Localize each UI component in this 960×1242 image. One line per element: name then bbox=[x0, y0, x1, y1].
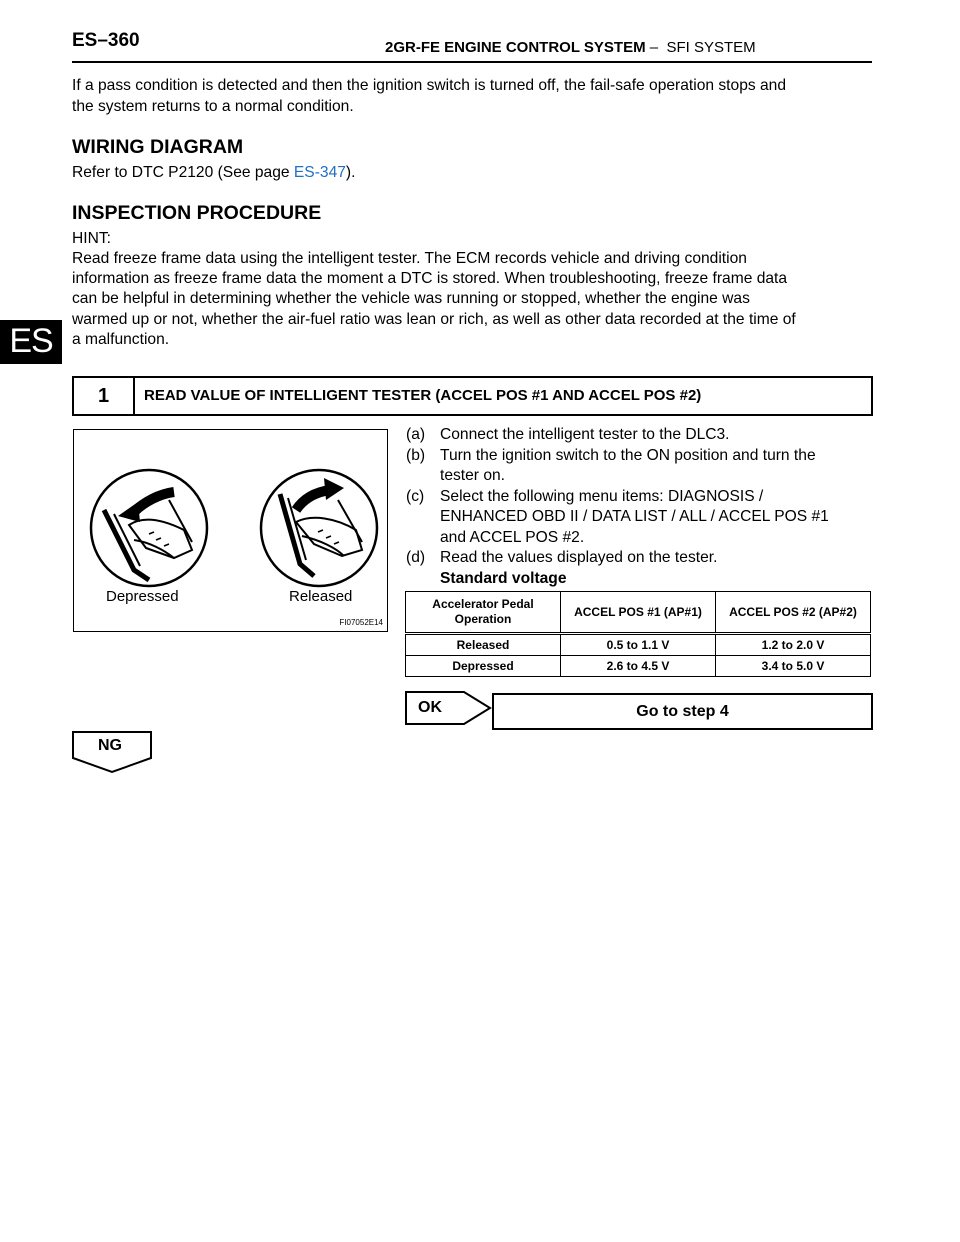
instruction-c-letter: (c) bbox=[406, 488, 425, 505]
instruction-c-text-3: and ACCEL POS #2. bbox=[440, 529, 585, 546]
instruction-b-text-2: tester on. bbox=[440, 467, 506, 484]
table-header-row bbox=[406, 592, 871, 634]
depressed-pedal-drawing bbox=[91, 470, 207, 586]
inspection-line-5: a malfunction. bbox=[72, 331, 170, 348]
section-tab bbox=[0, 320, 62, 364]
ng-label: NG bbox=[98, 737, 122, 754]
inspection-line-1: Read freeze frame data using the intelligent tester. The ECM records vehicle and driving condition bbox=[72, 250, 747, 267]
table-cell: 1.2 to 2.0 V bbox=[716, 634, 871, 656]
header-rule bbox=[72, 61, 872, 63]
hint-label: HINT: bbox=[72, 230, 111, 247]
pedal-figure bbox=[73, 429, 388, 632]
instruction-d-letter: (d) bbox=[406, 549, 426, 566]
table-header-operation bbox=[406, 592, 561, 634]
instruction-b-text-1: Turn the ignition switch to the ON position and turn the bbox=[440, 447, 816, 464]
inspection-line-2: information as freeze frame data the moment a DTC is stored. When troubleshooting, freeze frame data bbox=[72, 270, 788, 287]
table-row bbox=[406, 634, 871, 656]
table-header-ap2: ACCEL POS #2 (AP#2) bbox=[716, 592, 871, 634]
step-number: 1 bbox=[74, 378, 135, 414]
table-cell: Depressed bbox=[406, 656, 561, 677]
page-code: ES–360 bbox=[72, 30, 140, 51]
instruction-a-text: Connect the intelligent tester to the DLC3. bbox=[440, 426, 730, 443]
instruction-a bbox=[406, 425, 730, 445]
header-title bbox=[385, 39, 756, 56]
section-tab-label: ES bbox=[9, 322, 53, 360]
table-cell: 3.4 to 5.0 V bbox=[716, 656, 871, 677]
standard-voltage-table bbox=[405, 591, 871, 677]
go-to-step-4-box[interactable]: Go to step 4 bbox=[492, 693, 873, 730]
wiring-text-after: ). bbox=[345, 164, 356, 181]
figure-code: FI07052E14 bbox=[339, 618, 383, 627]
table-row bbox=[406, 656, 871, 677]
figure-label-depressed: Depressed bbox=[106, 588, 179, 605]
header-title-system: 2GR-FE ENGINE CONTROL SYSTEM bbox=[385, 39, 646, 56]
instruction-d bbox=[406, 548, 717, 568]
instruction-d-text: Read the values displayed on the tester. bbox=[440, 549, 718, 566]
header-title-subsystem: – SFI SYSTEM bbox=[645, 39, 756, 56]
wiring-page-link[interactable]: ES-347 bbox=[293, 164, 346, 181]
inspection-line-3: can be helpful in determining whether the vehicle was running or stopped, whether the engine was bbox=[72, 290, 750, 307]
standard-voltage-label: Standard voltage bbox=[440, 570, 567, 587]
table-header-ap1: ACCEL POS #1 (AP#1) bbox=[561, 592, 716, 634]
instruction-c-text-1: Select the following menu items: DIAGNOSIS / bbox=[440, 488, 764, 505]
intro-line-2: the system returns to a normal condition. bbox=[72, 98, 354, 115]
table-header-operation-line-2: Operation bbox=[454, 612, 512, 626]
step-box bbox=[72, 376, 873, 416]
table-cell: 0.5 to 1.1 V bbox=[561, 634, 716, 656]
ok-label: OK bbox=[418, 699, 442, 716]
table-header-operation-line-1: Accelerator Pedal bbox=[432, 597, 534, 611]
wiring-text bbox=[72, 162, 872, 183]
step-title: READ VALUE OF INTELLIGENT TESTER (ACCEL POS #1 AND ACCEL POS #2) bbox=[144, 387, 702, 404]
wiring-heading: WIRING DIAGRAM bbox=[72, 136, 244, 158]
instruction-b-letter: (b) bbox=[406, 447, 426, 464]
instruction-a-letter: (a) bbox=[406, 426, 426, 443]
instruction-b bbox=[406, 446, 816, 466]
instruction-c-text-2: ENHANCED OBD II / DATA LIST / ALL / ACCEL POS #1 bbox=[440, 508, 829, 525]
figure-label-released: Released bbox=[289, 588, 353, 605]
table-cell: 2.6 to 4.5 V bbox=[561, 656, 716, 677]
instruction-c bbox=[406, 487, 763, 507]
wiring-text-before: Refer to DTC P2120 (See page bbox=[72, 164, 294, 181]
inspection-heading: INSPECTION PROCEDURE bbox=[72, 202, 322, 224]
table-cell: Released bbox=[406, 634, 561, 656]
intro-line-1: If a pass condition is detected and then the ignition switch is turned off, the fail-safe operation stops and bbox=[72, 77, 787, 94]
inspection-line-4: warmed up or not, whether the air-fuel ratio was lean or rich, as well as other data recorded at the time of bbox=[72, 311, 796, 328]
